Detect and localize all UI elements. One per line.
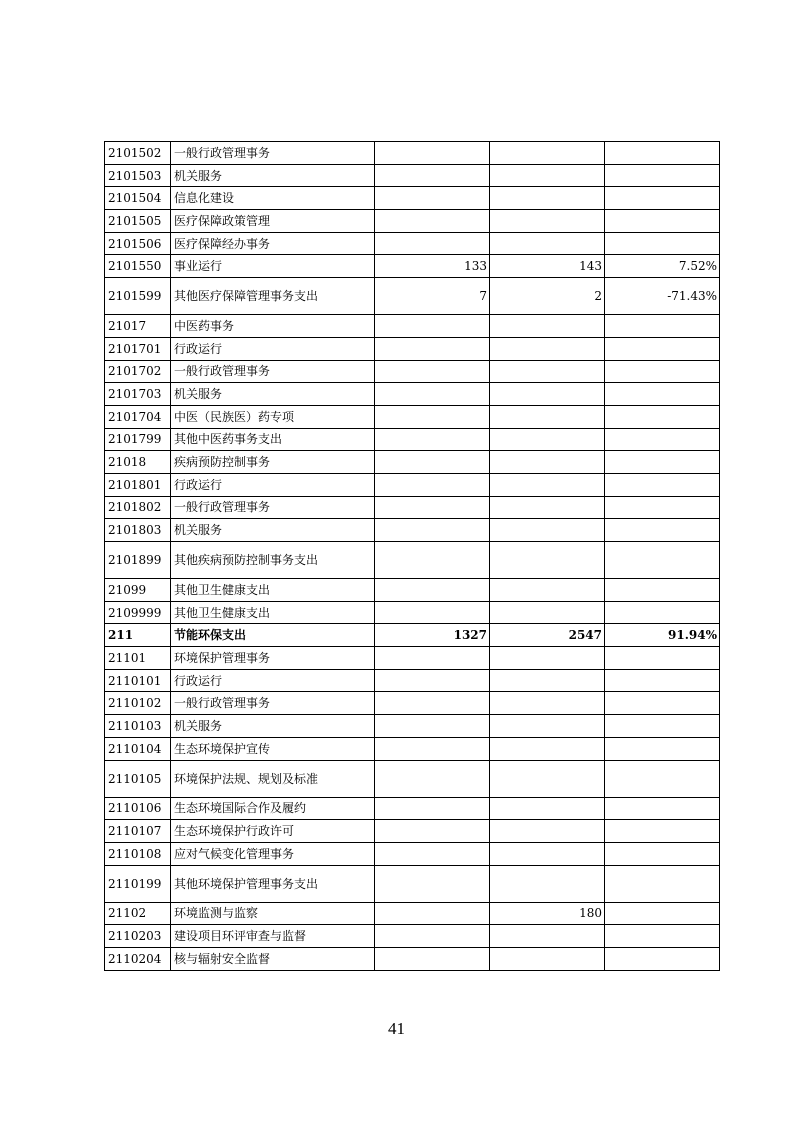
row-name: 机关服务 bbox=[171, 715, 375, 738]
row-value-2: 180 bbox=[490, 902, 605, 925]
row-value-1 bbox=[375, 820, 490, 843]
page-number: 41 bbox=[388, 1019, 405, 1038]
row-value-1 bbox=[375, 232, 490, 255]
row-value-2 bbox=[490, 865, 605, 902]
row-value-1 bbox=[375, 715, 490, 738]
row-name: 应对气候变化管理事务 bbox=[171, 842, 375, 865]
table-row bbox=[105, 624, 720, 647]
row-value-1 bbox=[375, 210, 490, 233]
table-row bbox=[105, 669, 720, 692]
row-value-2 bbox=[490, 142, 605, 165]
row-value-2 bbox=[490, 737, 605, 760]
table-row bbox=[105, 315, 720, 338]
row-code: 2101506 bbox=[105, 232, 171, 255]
row-value-2 bbox=[490, 715, 605, 738]
row-value-1 bbox=[375, 405, 490, 428]
table-row bbox=[105, 142, 720, 165]
row-code: 21017 bbox=[105, 315, 171, 338]
row-value-2 bbox=[490, 519, 605, 542]
table-row bbox=[105, 797, 720, 820]
table-row bbox=[105, 925, 720, 948]
row-value-2 bbox=[490, 579, 605, 602]
row-value-2 bbox=[490, 428, 605, 451]
row-change-percent bbox=[605, 542, 720, 579]
table-row bbox=[105, 405, 720, 428]
row-value-2 bbox=[490, 496, 605, 519]
row-code: 2101803 bbox=[105, 519, 171, 542]
row-value-2 bbox=[490, 925, 605, 948]
row-name: 信息化建设 bbox=[171, 187, 375, 210]
row-value-2 bbox=[490, 164, 605, 187]
row-change-percent: 91.94% bbox=[605, 624, 720, 647]
row-change-percent bbox=[605, 496, 720, 519]
row-change-percent bbox=[605, 692, 720, 715]
row-name: 其他卫生健康支出 bbox=[171, 579, 375, 602]
row-code: 21099 bbox=[105, 579, 171, 602]
row-change-percent bbox=[605, 187, 720, 210]
table-row bbox=[105, 428, 720, 451]
row-code: 2101503 bbox=[105, 164, 171, 187]
row-value-2 bbox=[490, 820, 605, 843]
row-change-percent bbox=[605, 760, 720, 797]
row-name: 核与辐射安全监督 bbox=[171, 947, 375, 970]
row-code: 2101504 bbox=[105, 187, 171, 210]
row-name: 其他环境保护管理事务支出 bbox=[171, 865, 375, 902]
row-change-percent bbox=[605, 473, 720, 496]
row-value-1 bbox=[375, 360, 490, 383]
row-value-1 bbox=[375, 669, 490, 692]
row-code: 2101550 bbox=[105, 255, 171, 278]
row-code: 2110203 bbox=[105, 925, 171, 948]
table-row bbox=[105, 187, 720, 210]
row-change-percent bbox=[605, 647, 720, 670]
row-change-percent bbox=[605, 715, 720, 738]
row-value-1 bbox=[375, 519, 490, 542]
row-code: 2101703 bbox=[105, 383, 171, 406]
row-value-2 bbox=[490, 647, 605, 670]
row-value-1 bbox=[375, 315, 490, 338]
row-value-1 bbox=[375, 337, 490, 360]
row-change-percent bbox=[605, 428, 720, 451]
row-change-percent bbox=[605, 232, 720, 255]
row-value-2: 2547 bbox=[490, 624, 605, 647]
row-value-1 bbox=[375, 164, 490, 187]
row-name: 中医药事务 bbox=[171, 315, 375, 338]
row-name: 事业运行 bbox=[171, 255, 375, 278]
row-value-1 bbox=[375, 925, 490, 948]
row-value-2 bbox=[490, 210, 605, 233]
row-value-2 bbox=[490, 601, 605, 624]
row-value-1 bbox=[375, 760, 490, 797]
row-name: 生态环境国际合作及履约 bbox=[171, 797, 375, 820]
row-code: 2110204 bbox=[105, 947, 171, 970]
row-change-percent bbox=[605, 902, 720, 925]
row-name: 其他医疗保障管理事务支出 bbox=[171, 278, 375, 315]
row-value-2 bbox=[490, 797, 605, 820]
row-value-2 bbox=[490, 315, 605, 338]
row-name: 行政运行 bbox=[171, 337, 375, 360]
row-value-2 bbox=[490, 542, 605, 579]
row-code: 2101801 bbox=[105, 473, 171, 496]
row-code: 2110102 bbox=[105, 692, 171, 715]
table-row bbox=[105, 383, 720, 406]
row-value-2: 2 bbox=[490, 278, 605, 315]
table-row bbox=[105, 601, 720, 624]
row-code: 2110105 bbox=[105, 760, 171, 797]
row-change-percent bbox=[605, 164, 720, 187]
row-name: 医疗保障政策管理 bbox=[171, 210, 375, 233]
row-change-percent bbox=[605, 865, 720, 902]
row-value-2 bbox=[490, 405, 605, 428]
row-change-percent bbox=[605, 383, 720, 406]
table-row bbox=[105, 255, 720, 278]
row-value-1 bbox=[375, 542, 490, 579]
row-code: 2110107 bbox=[105, 820, 171, 843]
table-row bbox=[105, 278, 720, 315]
row-name: 一般行政管理事务 bbox=[171, 496, 375, 519]
table-row bbox=[105, 451, 720, 474]
row-value-1 bbox=[375, 142, 490, 165]
row-change-percent bbox=[605, 210, 720, 233]
row-code: 2110199 bbox=[105, 865, 171, 902]
row-name: 机关服务 bbox=[171, 383, 375, 406]
row-name: 其他中医药事务支出 bbox=[171, 428, 375, 451]
row-value-1 bbox=[375, 692, 490, 715]
row-name: 机关服务 bbox=[171, 164, 375, 187]
row-value-2 bbox=[490, 842, 605, 865]
table-row bbox=[105, 360, 720, 383]
row-name: 中医（民族医）药专项 bbox=[171, 405, 375, 428]
row-code: 2101802 bbox=[105, 496, 171, 519]
row-name: 建设项目环评审查与监督 bbox=[171, 925, 375, 948]
row-value-1 bbox=[375, 187, 490, 210]
row-code: 2101502 bbox=[105, 142, 171, 165]
row-name: 行政运行 bbox=[171, 473, 375, 496]
table-row bbox=[105, 842, 720, 865]
row-value-2 bbox=[490, 232, 605, 255]
row-name: 行政运行 bbox=[171, 669, 375, 692]
row-change-percent bbox=[605, 451, 720, 474]
row-name: 一般行政管理事务 bbox=[171, 142, 375, 165]
row-change-percent bbox=[605, 360, 720, 383]
row-value-1: 1327 bbox=[375, 624, 490, 647]
row-change-percent bbox=[605, 797, 720, 820]
row-value-1 bbox=[375, 601, 490, 624]
row-value-1 bbox=[375, 451, 490, 474]
row-change-percent bbox=[605, 519, 720, 542]
row-change-percent: 7.52% bbox=[605, 255, 720, 278]
row-code: 211 bbox=[105, 624, 171, 647]
row-value-1 bbox=[375, 496, 490, 519]
budget-table bbox=[104, 141, 720, 971]
table-row bbox=[105, 865, 720, 902]
row-code: 21018 bbox=[105, 451, 171, 474]
row-name: 一般行政管理事务 bbox=[171, 360, 375, 383]
row-value-2 bbox=[490, 692, 605, 715]
row-value-2 bbox=[490, 669, 605, 692]
row-value-1 bbox=[375, 737, 490, 760]
row-code: 2109999 bbox=[105, 601, 171, 624]
row-change-percent bbox=[605, 947, 720, 970]
row-code: 2101505 bbox=[105, 210, 171, 233]
row-value-2: 143 bbox=[490, 255, 605, 278]
row-value-1 bbox=[375, 473, 490, 496]
row-value-1 bbox=[375, 383, 490, 406]
table-row bbox=[105, 647, 720, 670]
table-row bbox=[105, 337, 720, 360]
row-name: 其他疾病预防控制事务支出 bbox=[171, 542, 375, 579]
row-value-1 bbox=[375, 902, 490, 925]
row-name: 环境保护法规、规划及标准 bbox=[171, 760, 375, 797]
row-name: 生态环境保护行政许可 bbox=[171, 820, 375, 843]
table-row bbox=[105, 473, 720, 496]
row-name: 节能环保支出 bbox=[171, 624, 375, 647]
row-value-1 bbox=[375, 947, 490, 970]
row-code: 2101599 bbox=[105, 278, 171, 315]
row-value-2 bbox=[490, 473, 605, 496]
row-code: 2101701 bbox=[105, 337, 171, 360]
row-code: 2101704 bbox=[105, 405, 171, 428]
table-row bbox=[105, 579, 720, 602]
row-value-1 bbox=[375, 842, 490, 865]
row-code: 21102 bbox=[105, 902, 171, 925]
row-change-percent: -71.43% bbox=[605, 278, 720, 315]
table-row bbox=[105, 164, 720, 187]
row-value-1 bbox=[375, 797, 490, 820]
row-code: 2110104 bbox=[105, 737, 171, 760]
row-change-percent bbox=[605, 579, 720, 602]
row-value-2 bbox=[490, 337, 605, 360]
row-value-1 bbox=[375, 428, 490, 451]
table-row bbox=[105, 947, 720, 970]
row-code: 2110108 bbox=[105, 842, 171, 865]
row-name: 环境保护管理事务 bbox=[171, 647, 375, 670]
table-row bbox=[105, 902, 720, 925]
row-name: 环境监测与监察 bbox=[171, 902, 375, 925]
row-change-percent bbox=[605, 405, 720, 428]
row-code: 2110106 bbox=[105, 797, 171, 820]
row-name: 一般行政管理事务 bbox=[171, 692, 375, 715]
row-value-1: 7 bbox=[375, 278, 490, 315]
row-name: 生态环境保护宣传 bbox=[171, 737, 375, 760]
table-row bbox=[105, 210, 720, 233]
row-value-1: 133 bbox=[375, 255, 490, 278]
table-row bbox=[105, 519, 720, 542]
row-change-percent bbox=[605, 601, 720, 624]
row-name: 其他卫生健康支出 bbox=[171, 601, 375, 624]
row-value-2 bbox=[490, 760, 605, 797]
row-code: 2110101 bbox=[105, 669, 171, 692]
row-change-percent bbox=[605, 315, 720, 338]
row-value-1 bbox=[375, 647, 490, 670]
row-change-percent bbox=[605, 842, 720, 865]
row-name: 医疗保障经办事务 bbox=[171, 232, 375, 255]
row-value-1 bbox=[375, 579, 490, 602]
table-row bbox=[105, 542, 720, 579]
row-code: 21101 bbox=[105, 647, 171, 670]
row-change-percent bbox=[605, 925, 720, 948]
table-row bbox=[105, 760, 720, 797]
row-change-percent bbox=[605, 737, 720, 760]
table-row bbox=[105, 496, 720, 519]
row-code: 2110103 bbox=[105, 715, 171, 738]
row-code: 2101799 bbox=[105, 428, 171, 451]
table-body bbox=[105, 142, 720, 971]
row-change-percent bbox=[605, 142, 720, 165]
row-value-2 bbox=[490, 947, 605, 970]
table-row bbox=[105, 232, 720, 255]
row-change-percent bbox=[605, 337, 720, 360]
table-row bbox=[105, 715, 720, 738]
row-value-2 bbox=[490, 451, 605, 474]
row-value-2 bbox=[490, 187, 605, 210]
row-value-1 bbox=[375, 865, 490, 902]
table-row bbox=[105, 737, 720, 760]
row-value-2 bbox=[490, 383, 605, 406]
row-change-percent bbox=[605, 669, 720, 692]
row-name: 疾病预防控制事务 bbox=[171, 451, 375, 474]
row-change-percent bbox=[605, 820, 720, 843]
row-code: 2101899 bbox=[105, 542, 171, 579]
table-row bbox=[105, 692, 720, 715]
row-value-2 bbox=[490, 360, 605, 383]
table-row bbox=[105, 820, 720, 843]
row-code: 2101702 bbox=[105, 360, 171, 383]
row-name: 机关服务 bbox=[171, 519, 375, 542]
